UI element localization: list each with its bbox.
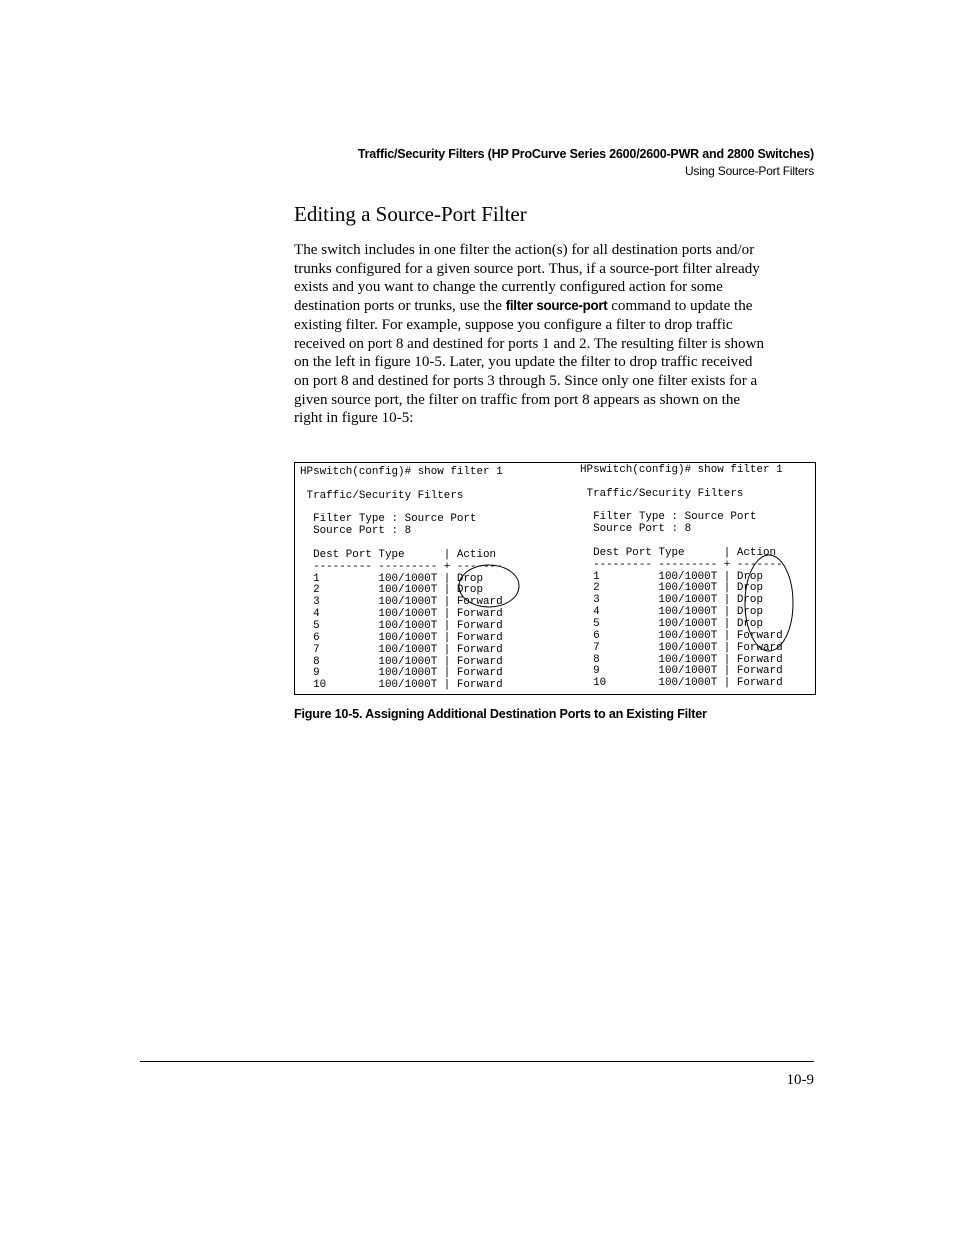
body-paragraph [294,241,824,428]
running-header-chapter: Traffic/Security Filters (HP ProCurve Series 2600/2600-PWR and 2800 Switches) [357,147,814,161]
terminal-line: 3 100/1000T | Forward [300,596,503,609]
terminal-line: --------- --------- + ------- [580,558,783,571]
terminal-output-after [580,465,783,690]
footer-rule [140,1061,814,1062]
cli-screenshot-figure [294,462,816,695]
terminal-line: 7 100/1000T | Forward [580,641,783,654]
paragraph-line: on port 8 and destined for ports 3 through 5. Since only one filter exists for a [294,372,758,389]
paragraph-line: The switch includes in one filter the action(s) for all destination ports and/or [294,242,755,258]
terminal-line: Filter Type : Source Port [580,511,757,524]
terminal-line: Traffic/Security Filters [580,487,744,500]
figure-caption: Figure 10-5. Assigning Additional Destination Ports to an Existing Filter [294,707,707,721]
terminal-line: Filter Type : Source Port [300,513,477,526]
terminal-line: 2 100/1000T | Drop [580,582,763,595]
paragraph-line: existing filter. For example, suppose you configure a filter to drop traffic [294,316,733,333]
terminal-line: 4 100/1000T | Forward [300,608,503,621]
paragraph-line: received on port 8 and destined for ports 1 and 2. The resulting filter is shown [294,335,765,352]
terminal-line: 8 100/1000T | Forward [580,653,783,666]
paragraph-line: right in figure 10-5: [294,410,414,427]
terminal-line: Source Port : 8 [580,523,692,536]
terminal-line: 5 100/1000T | Forward [300,619,503,632]
terminal-line: 10 100/1000T | Forward [580,677,783,690]
terminal-line: 1 100/1000T | Drop [580,570,763,583]
terminal-line: 3 100/1000T | Drop [580,594,763,607]
paragraph-line: given source port, the filter on traffic from port 8 appears as shown on the [294,391,741,408]
terminal-line: 9 100/1000T | Forward [300,667,503,680]
terminal-line: 9 100/1000T | Forward [580,665,783,678]
paragraph-line: trunks configured for a given source port. Thus, if a source-port filter already [294,260,760,277]
page-number: 10-9 [786,1072,814,1088]
terminal-line: --------- --------- + ------- [300,560,503,573]
terminal-line: 8 100/1000T | Forward [300,655,503,668]
terminal-line: 6 100/1000T | Forward [300,631,503,644]
terminal-line: 6 100/1000T | Forward [580,629,783,642]
terminal-line: Source Port : 8 [300,525,412,538]
paragraph-line: on the left in figure 10-5. Later, you update the filter to drop traffic received [294,354,753,371]
terminal-line: 1 100/1000T | Drop [300,572,483,585]
terminal-line: HPswitch(config)# show filter 1 [300,466,503,478]
terminal-line: 2 100/1000T | Drop [300,584,483,597]
paragraph-line: exists and you want to change the currently configured action for some [294,279,723,296]
terminal-line: Traffic/Security Filters [300,489,464,502]
terminal-line [300,479,503,491]
terminal-line [580,477,783,489]
section-heading: Editing a Source-Port Filter [294,202,527,226]
paragraph-text: destination ports or trunks, use the [294,298,506,315]
terminal-line: Dest Port Type | Action [580,546,777,559]
paragraph-line [294,297,824,316]
terminal-line: 7 100/1000T | Forward [300,643,503,656]
terminal-output-before [300,467,503,692]
paragraph-text: command to update the [607,298,753,315]
terminal-line: 5 100/1000T | Drop [580,617,763,630]
command-name: filter source-port [505,298,608,314]
running-header-section: Using Source-Port Filters [684,164,814,178]
terminal-line: 4 100/1000T | Drop [580,606,763,619]
terminal-line: 10 100/1000T | Forward [300,679,503,692]
terminal-line: Dest Port Type | Action [300,548,497,561]
terminal-line: HPswitch(config)# show filter 1 [580,464,783,476]
